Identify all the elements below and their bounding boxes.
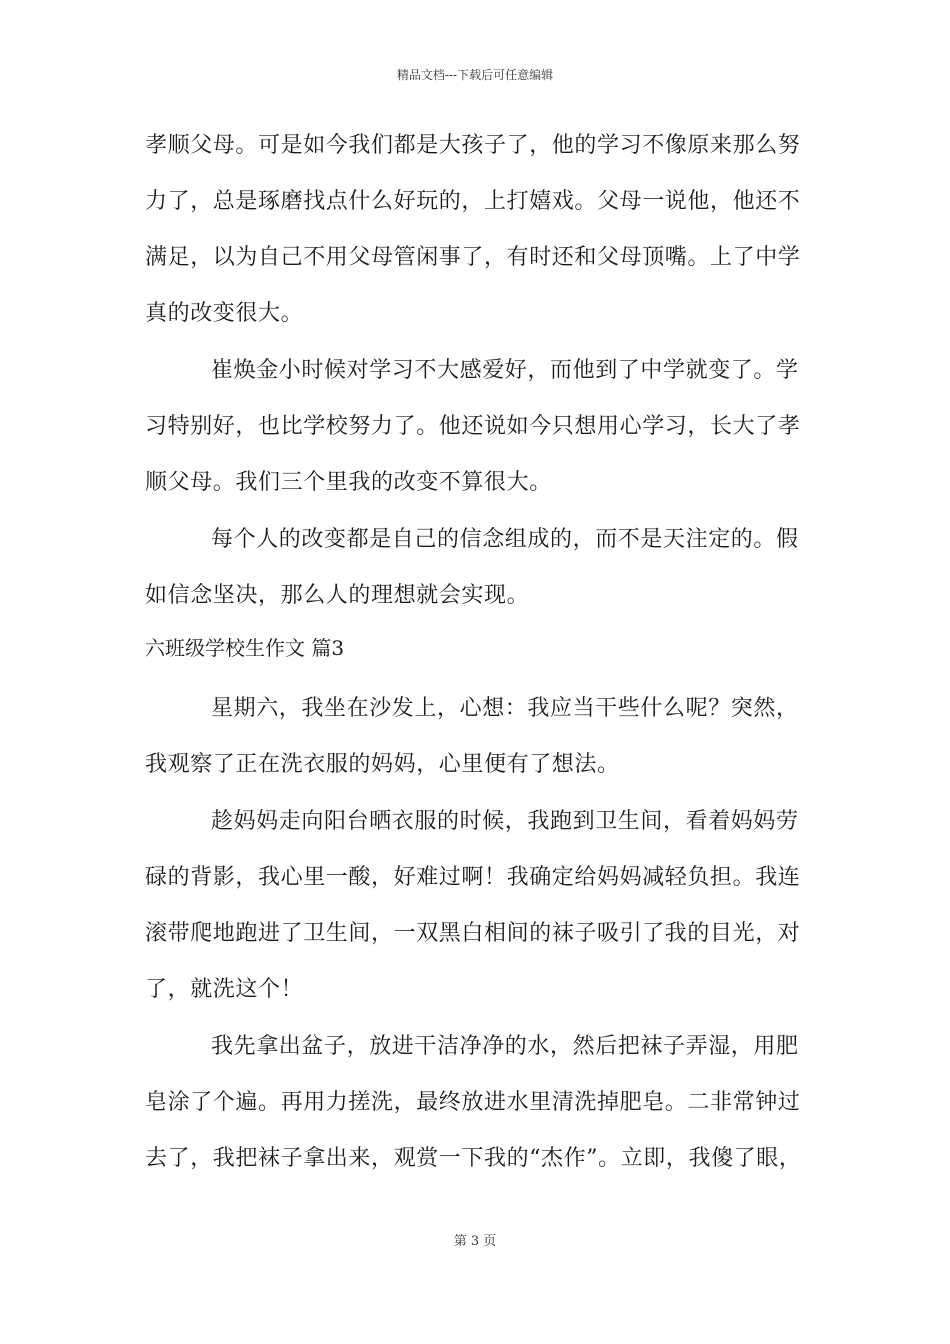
text-line: 了，就洗这个！ — [145, 977, 304, 1002]
page-number: 第 3 页 — [453, 1234, 497, 1249]
section-heading: 六班级学校生作文 篇3 — [145, 636, 345, 660]
text-line: 满足，以为自己不用父母管闲事了，有时还和父母顶嘴。上了中学 — [145, 245, 801, 270]
text-line: 趁妈妈走向阳台晒衣服的时候，我跑到卫生间，看着妈妈劳 — [211, 809, 799, 834]
paragraph-3 — [145, 526, 825, 610]
document-body — [145, 132, 825, 1173]
text-line: 每个人的改变都是自己的信念组成的，而不是天注定的。假 — [211, 527, 799, 552]
text-line: 滚带爬地跑进了卫生间，一双黑白相间的袜子吸引了我的目光，对 — [145, 921, 801, 946]
paragraph-4 — [145, 695, 825, 779]
text-line: 崔焕金小时候对学习不大感爱好，而他到了中学就变了。学 — [211, 358, 799, 383]
paragraph-5 — [145, 808, 825, 1004]
text-line: 力了，总是琢磨找点什么好玩的，上打嬉戏。父母一说他，他还不 — [145, 189, 801, 214]
text-line: 我观察了正在洗衣服的妈妈，心里便有了想法。 — [145, 752, 620, 777]
text-line: 碌的背影，我心里一酸，好难过啊！我确定给妈妈减轻负担。我连 — [145, 865, 801, 890]
text-line: 真的改变很大。 — [145, 301, 304, 326]
text-line: 顺父母。我们三个里我的改变不算很大。 — [145, 470, 552, 495]
text-line: 我先拿出盆子，放进干洁净净的水，然后把袜子弄湿，用肥 — [211, 1034, 799, 1059]
text-line: 孝顺父母。可是如今我们都是大孩子了，他的学习不像原来那么努 — [145, 133, 801, 158]
text-line: 如信念坚决，那么人的理想就会实现。 — [145, 583, 530, 608]
page-header: 精品文档---下载后可任意编辑 — [396, 68, 554, 82]
paragraph-2 — [145, 357, 825, 497]
text-line: 星期六，我坐在沙发上，心想：我应当干些什么呢？突然， — [211, 696, 799, 721]
text-line: 去了，我把袜子拿出来，观赏一下我的“杰作”。立即，我傻了眼， — [145, 1146, 802, 1171]
paragraph-1 — [145, 132, 825, 328]
paragraph-6 — [145, 1033, 825, 1173]
text-line: 习特别好，也比学校努力了。他还说如今只想用心学习，长大了孝 — [145, 414, 801, 439]
text-line: 皂涂了个遍。再用力搓洗，最终放进水里清洗掉肥皂。二非常钟过 — [145, 1090, 801, 1115]
